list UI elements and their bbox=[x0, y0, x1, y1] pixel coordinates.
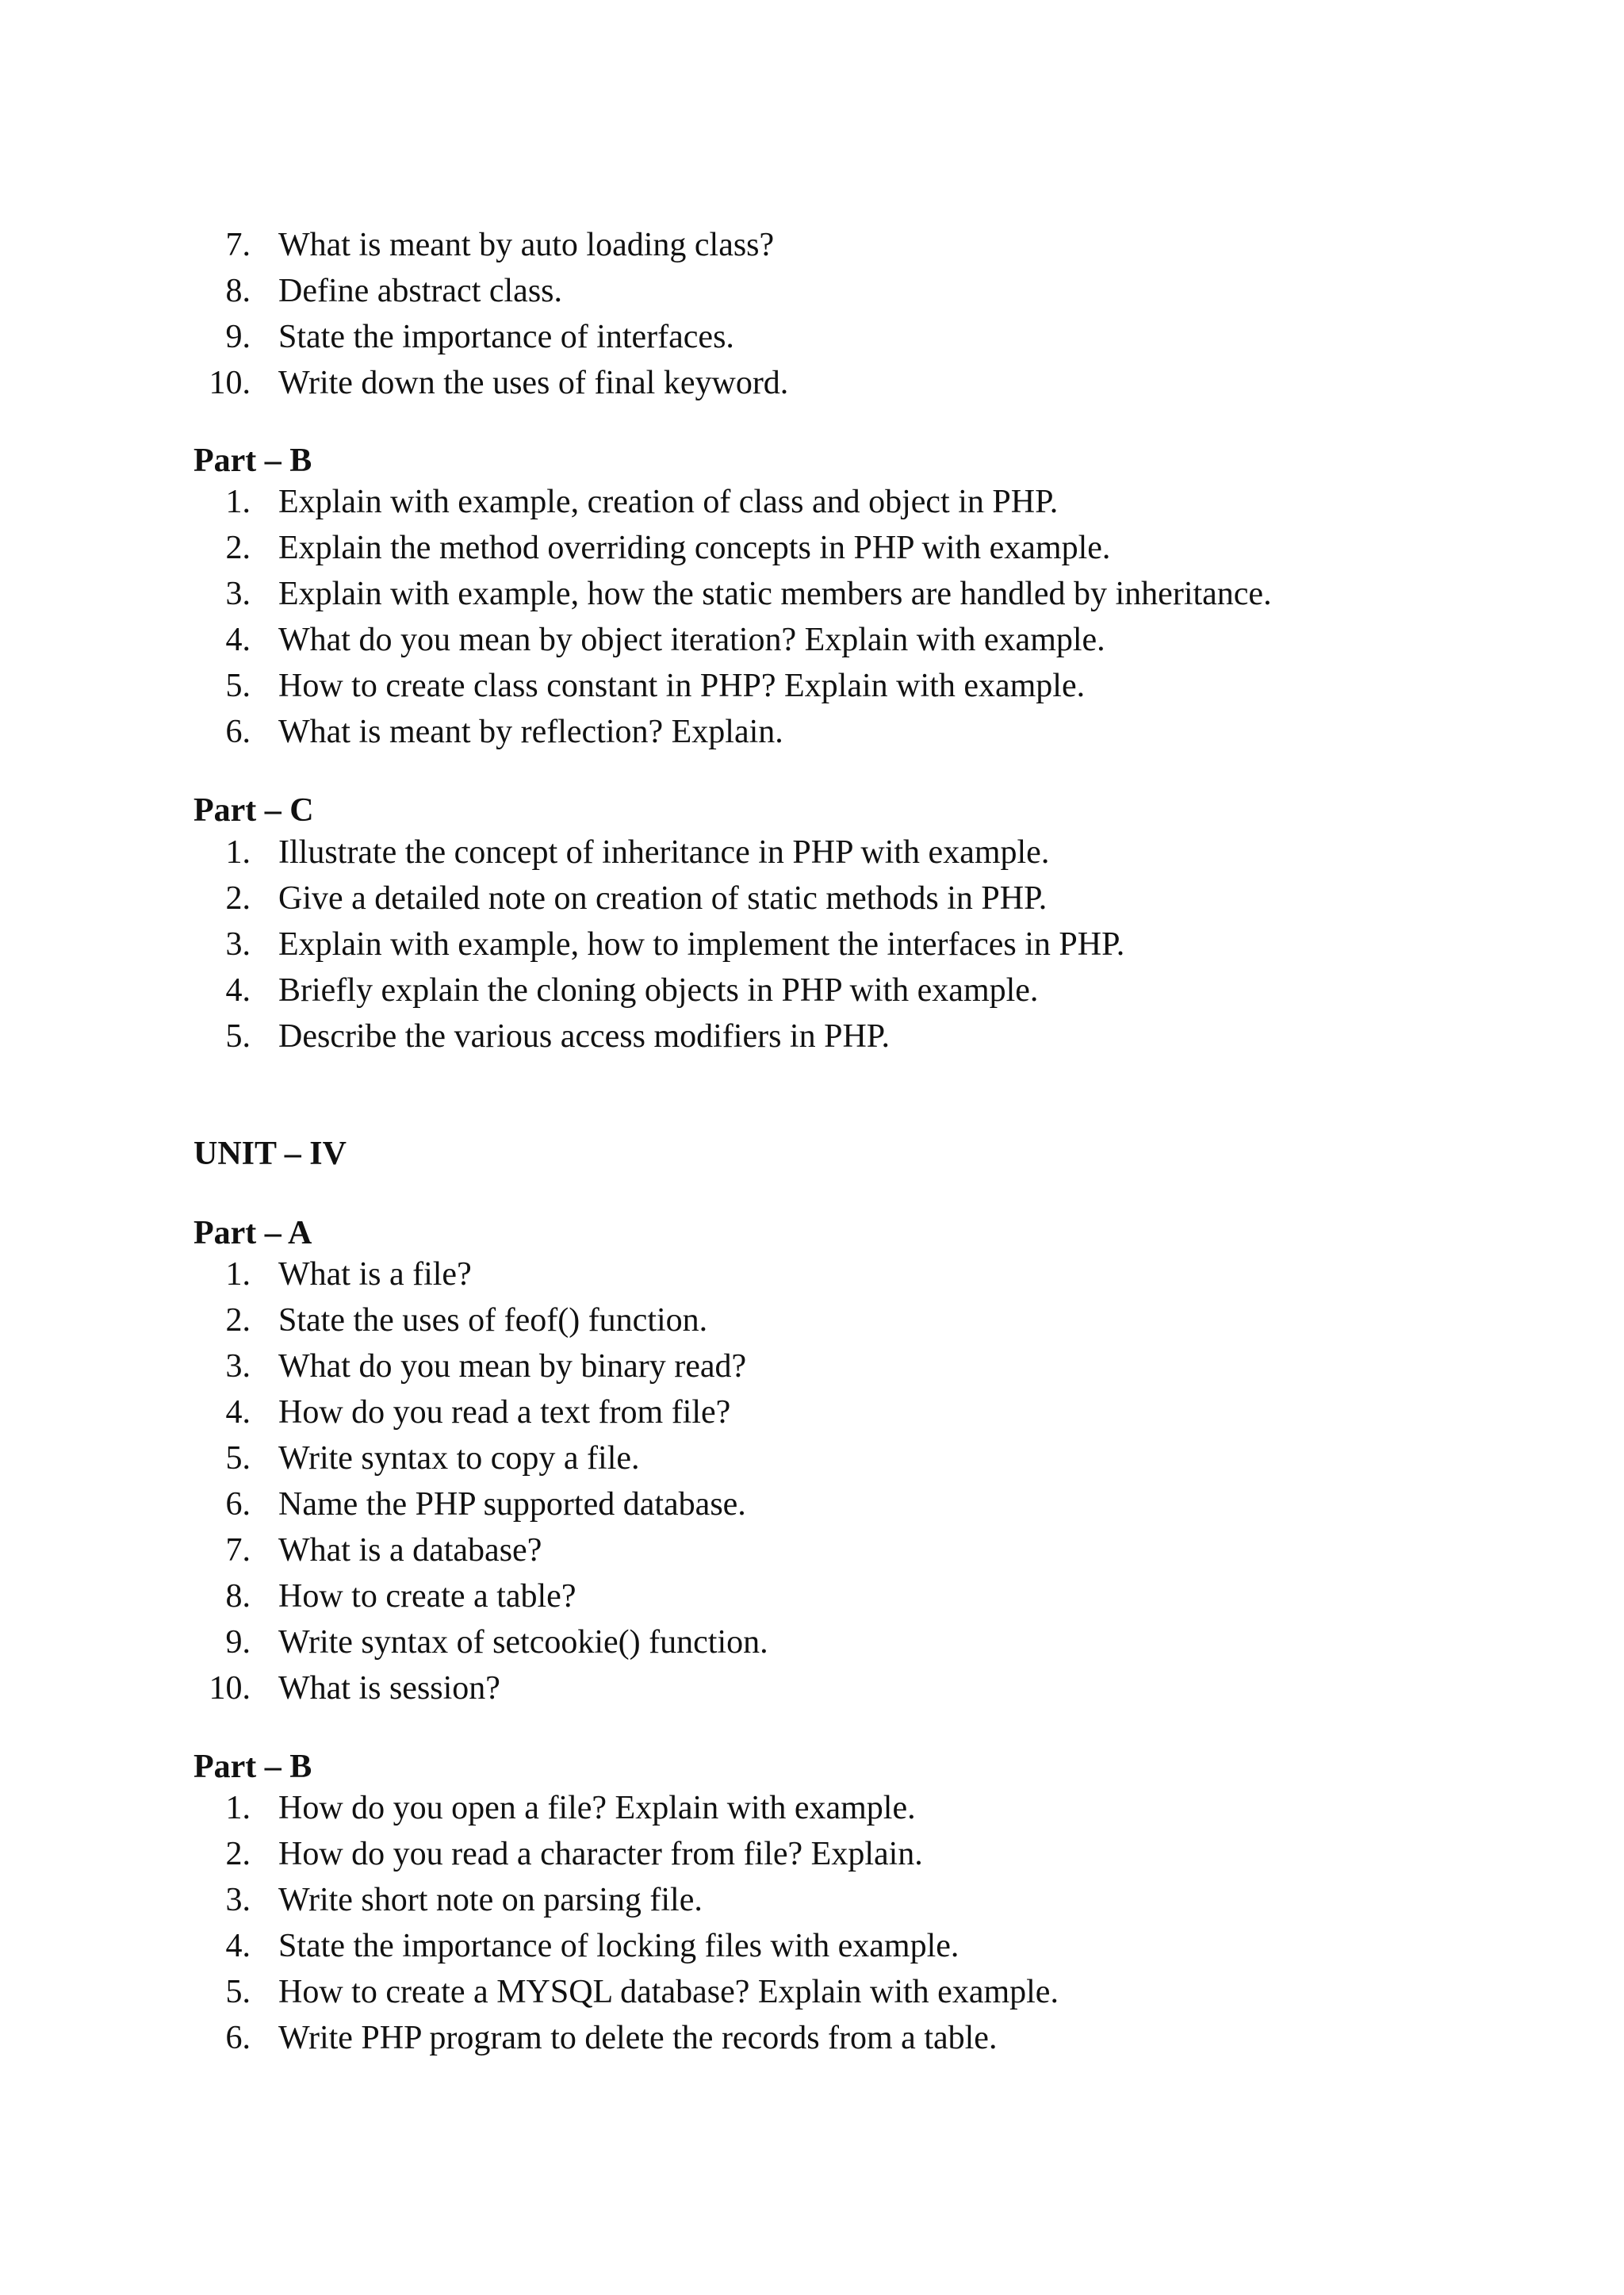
question-number: 8. bbox=[225, 1578, 251, 1615]
question-number: 10. bbox=[209, 365, 251, 401]
question-number: 3. bbox=[225, 926, 251, 963]
question-item bbox=[193, 2015, 1059, 2061]
question-text: Define abstract class. bbox=[278, 273, 563, 309]
question-number: 8. bbox=[225, 273, 251, 309]
question-text: Write syntax of setcookie() function. bbox=[278, 1624, 768, 1661]
question-text: How do you read a character from file? Explain. bbox=[278, 1836, 923, 1872]
question-item bbox=[193, 1389, 768, 1435]
question-text: What do you mean by binary read? bbox=[278, 1348, 747, 1385]
question-item bbox=[193, 1013, 1124, 1059]
question-text: Write syntax to copy a file. bbox=[278, 1440, 640, 1477]
question-item bbox=[193, 360, 788, 406]
question-item bbox=[193, 222, 788, 268]
unit3-part-c-question-list bbox=[193, 829, 1124, 1059]
question-number: 6. bbox=[225, 1486, 251, 1523]
unit4-part-b-question-list bbox=[193, 1785, 1059, 2061]
question-text: How to create a MYSQL database? Explain with example. bbox=[278, 1974, 1059, 2010]
question-number: 9. bbox=[225, 319, 251, 355]
question-item bbox=[193, 1251, 768, 1297]
question-item bbox=[193, 663, 1272, 709]
question-text: Name the PHP supported database. bbox=[278, 1486, 746, 1523]
question-text: Explain with example, how to implement the interfaces in PHP. bbox=[278, 926, 1125, 963]
question-number: 7. bbox=[225, 1532, 251, 1569]
question-number: 2. bbox=[225, 530, 251, 566]
question-text: Write down the uses of final keyword. bbox=[278, 365, 789, 401]
question-text: How to create a table? bbox=[278, 1578, 576, 1615]
question-number: 1. bbox=[225, 1256, 251, 1293]
question-item bbox=[193, 525, 1272, 571]
question-number: 2. bbox=[225, 880, 251, 917]
question-item bbox=[193, 829, 1124, 875]
unit3-part-b-heading: Part – B bbox=[193, 443, 312, 479]
question-item bbox=[193, 709, 1272, 755]
question-text: What do you mean by object iteration? Explain with example. bbox=[278, 622, 1105, 658]
unit3-part-b-question-list bbox=[193, 479, 1272, 755]
unit3-part-c-heading: Part – C bbox=[193, 792, 314, 829]
question-item bbox=[193, 571, 1272, 617]
question-text: What is a database? bbox=[278, 1532, 542, 1569]
question-number: 2. bbox=[225, 1836, 251, 1872]
question-item bbox=[193, 314, 788, 360]
question-text: State the uses of feof() function. bbox=[278, 1302, 708, 1339]
question-item bbox=[193, 1527, 768, 1573]
question-item bbox=[193, 1877, 1059, 1923]
question-item bbox=[193, 617, 1272, 663]
question-item bbox=[193, 268, 788, 314]
question-item bbox=[193, 1481, 768, 1527]
question-item bbox=[193, 1785, 1059, 1831]
question-item bbox=[193, 1297, 768, 1343]
question-item bbox=[193, 921, 1124, 967]
question-text: Illustrate the concept of inheritance in PHP with example. bbox=[278, 834, 1050, 871]
question-number: 3. bbox=[225, 1882, 251, 1918]
question-text: State the importance of locking files with example. bbox=[278, 1928, 959, 1964]
question-text: What is session? bbox=[278, 1670, 500, 1707]
question-item bbox=[193, 1619, 768, 1665]
question-text: Describe the various access modifiers in PHP. bbox=[278, 1018, 890, 1055]
question-number: 1. bbox=[225, 834, 251, 871]
question-number: 1. bbox=[225, 1790, 251, 1826]
question-text: What is meant by auto loading class? bbox=[278, 227, 775, 263]
question-text: Give a detailed note on creation of static methods in PHP. bbox=[278, 880, 1048, 917]
unit4-part-a-question-list bbox=[193, 1251, 768, 1711]
question-number: 5. bbox=[225, 1974, 251, 2010]
question-number: 6. bbox=[225, 2020, 251, 2056]
question-number: 5. bbox=[225, 668, 251, 704]
question-text: What is meant by reflection? Explain. bbox=[278, 714, 783, 750]
question-item bbox=[193, 1343, 768, 1389]
unit4-heading: UNIT – IV bbox=[193, 1136, 347, 1172]
question-number: 4. bbox=[225, 1928, 251, 1964]
question-item bbox=[193, 1831, 1059, 1877]
question-number: 10. bbox=[209, 1670, 251, 1707]
question-text: What is a file? bbox=[278, 1256, 472, 1293]
question-text: State the importance of interfaces. bbox=[278, 319, 734, 355]
question-number: 4. bbox=[225, 1394, 251, 1431]
question-number: 2. bbox=[225, 1302, 251, 1339]
question-number: 6. bbox=[225, 714, 251, 750]
question-number: 5. bbox=[225, 1440, 251, 1477]
unit4-part-a-heading: Part – A bbox=[193, 1215, 312, 1251]
question-number: 3. bbox=[225, 1348, 251, 1385]
question-item bbox=[193, 479, 1272, 525]
unit4-part-b-heading: Part – B bbox=[193, 1749, 312, 1785]
question-item bbox=[193, 1435, 768, 1481]
question-number: 5. bbox=[225, 1018, 251, 1055]
question-text: Briefly explain the cloning objects in PHP with example. bbox=[278, 972, 1039, 1009]
question-item bbox=[193, 875, 1124, 921]
continued-question-list bbox=[193, 222, 788, 406]
question-text: Explain the method overriding concepts in PHP with example. bbox=[278, 530, 1111, 566]
question-text: How do you open a file? Explain with example. bbox=[278, 1790, 916, 1826]
question-text: Write short note on parsing file. bbox=[278, 1882, 703, 1918]
question-number: 1. bbox=[225, 484, 251, 520]
question-item bbox=[193, 1969, 1059, 2015]
question-item bbox=[193, 1665, 768, 1711]
question-text: Explain with example, creation of class and object in PHP. bbox=[278, 484, 1059, 520]
question-item bbox=[193, 1923, 1059, 1969]
question-number: 9. bbox=[225, 1624, 251, 1661]
question-number: 4. bbox=[225, 972, 251, 1009]
question-number: 4. bbox=[225, 622, 251, 658]
question-text: Write PHP program to delete the records from a table. bbox=[278, 2020, 998, 2056]
question-item bbox=[193, 1573, 768, 1619]
question-number: 7. bbox=[225, 227, 251, 263]
question-text: How do you read a text from file? bbox=[278, 1394, 731, 1431]
question-text: How to create class constant in PHP? Explain with example. bbox=[278, 668, 1086, 704]
question-text: Explain with example, how the static members are handled by inheritance. bbox=[278, 576, 1272, 612]
question-item bbox=[193, 967, 1124, 1013]
question-number: 3. bbox=[225, 576, 251, 612]
